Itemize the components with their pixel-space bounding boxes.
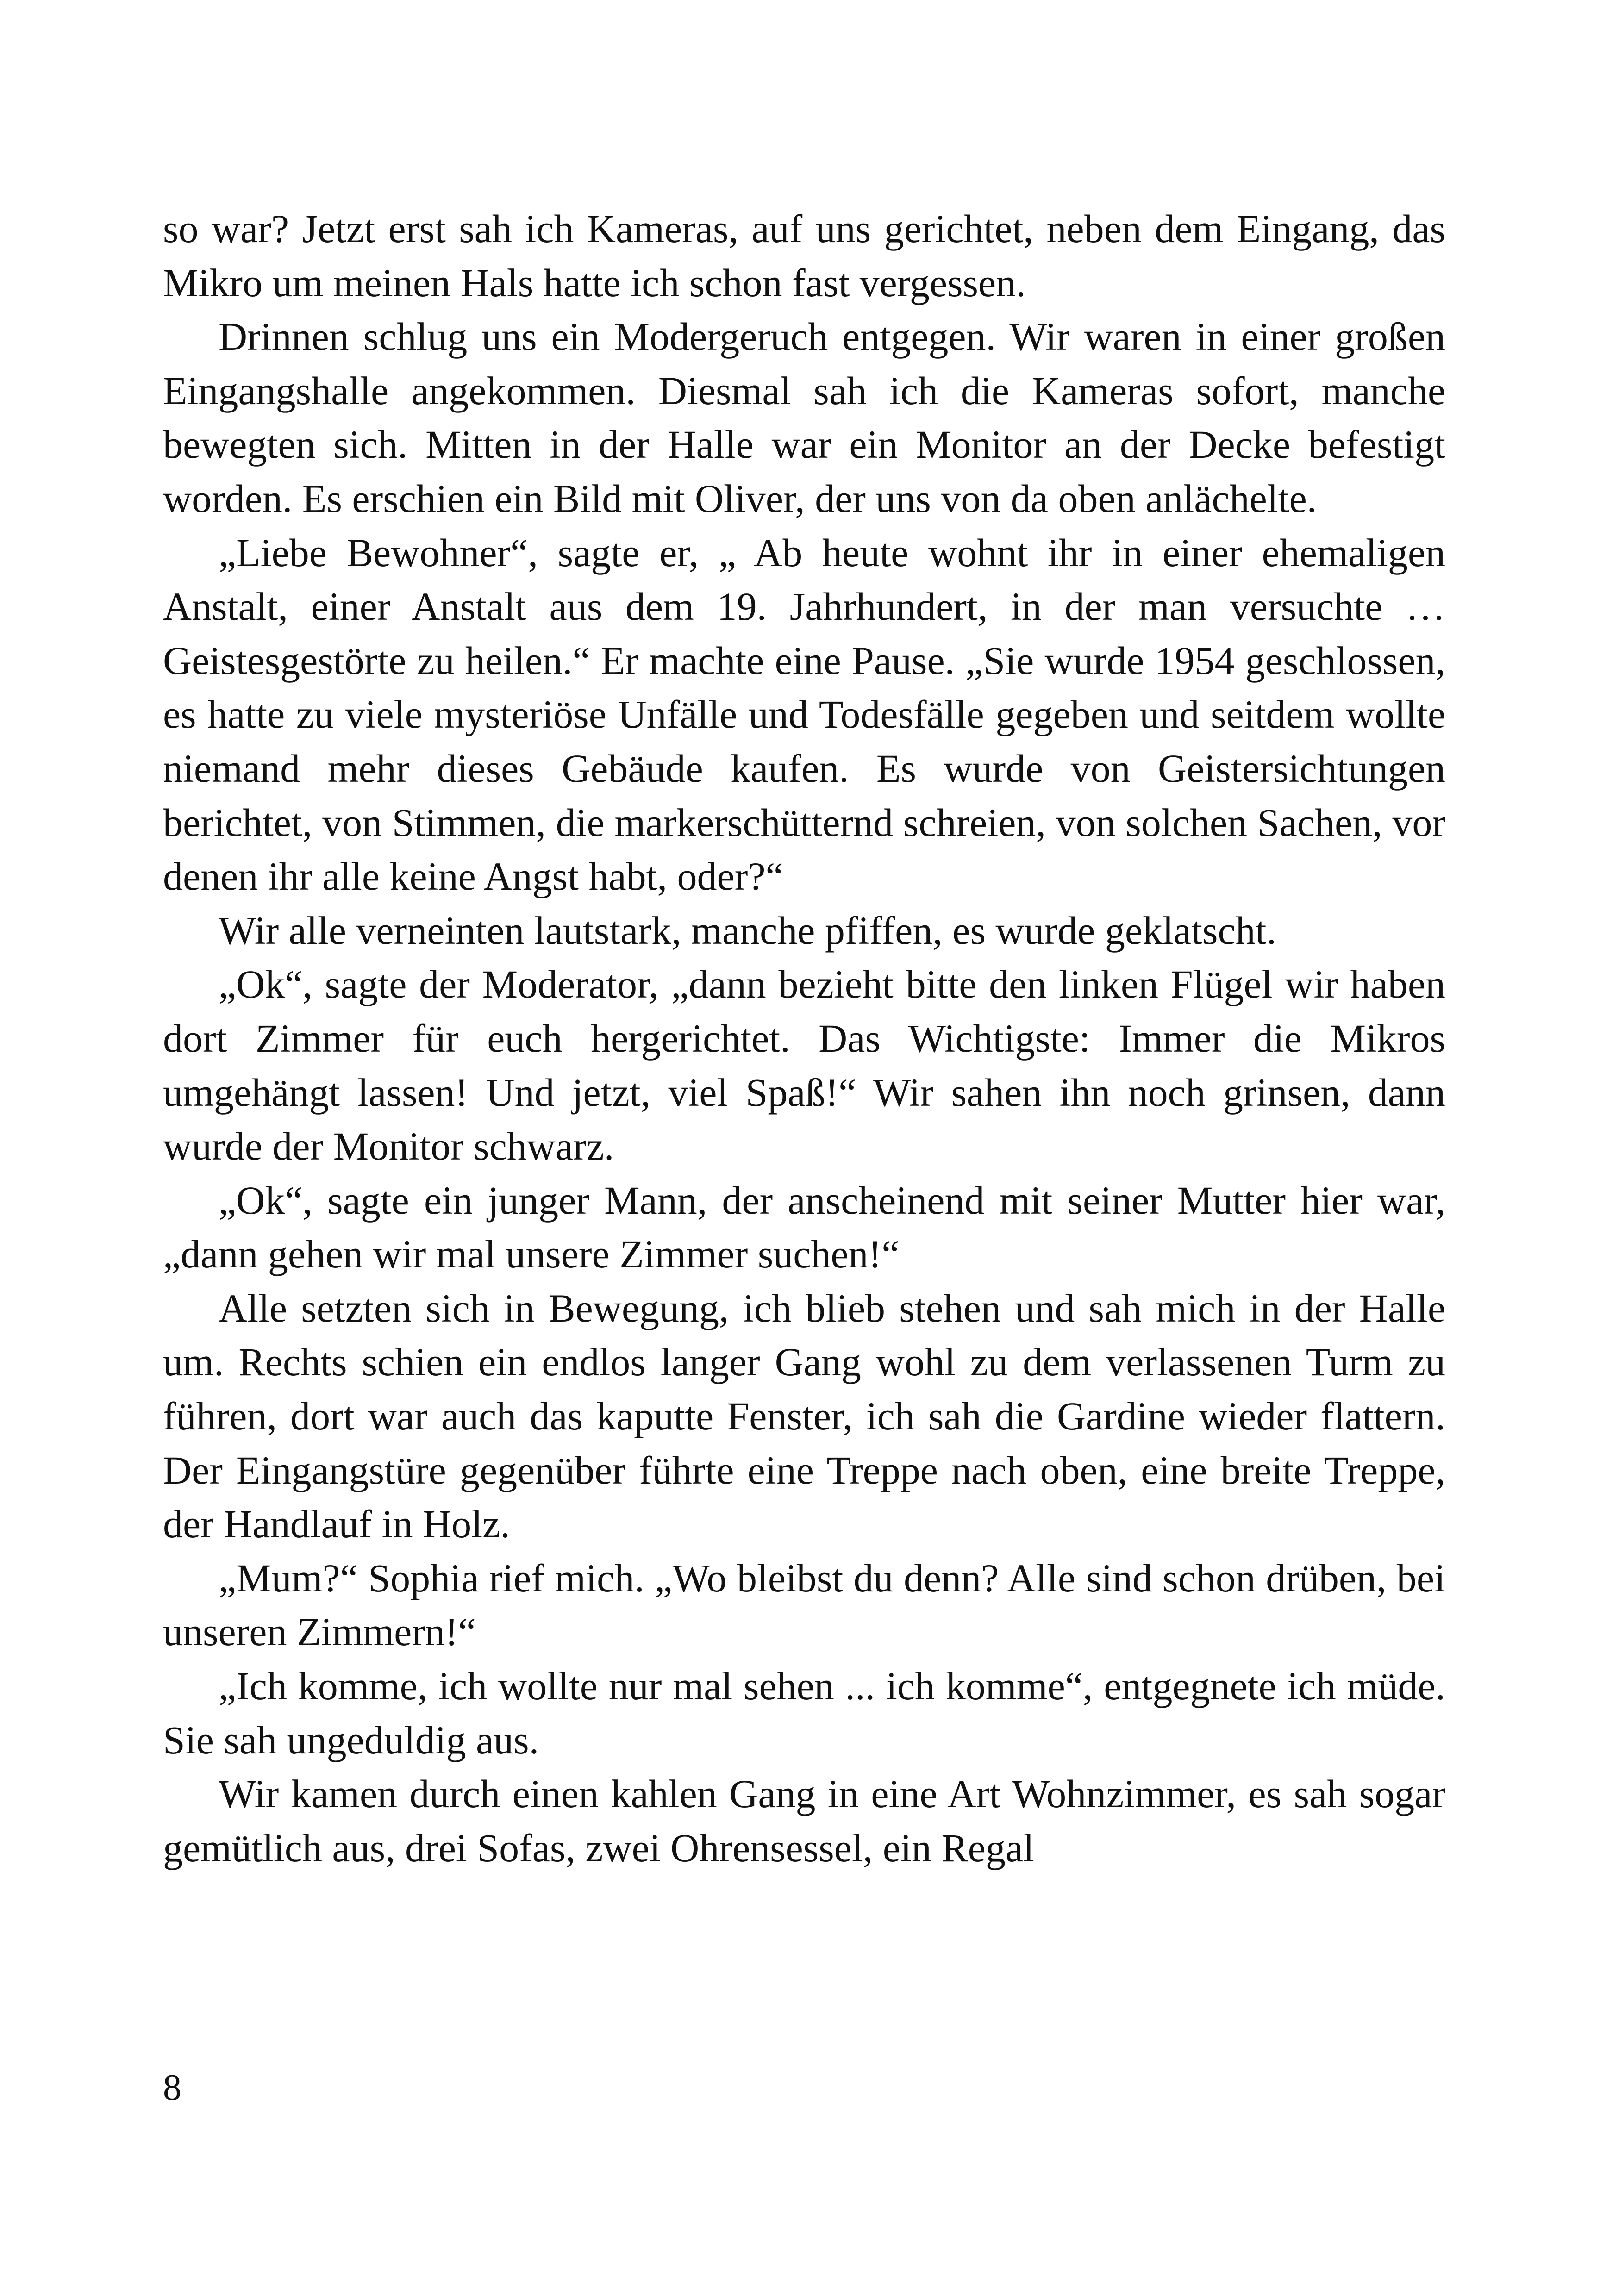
- paragraph: Wir kamen durch einen kahlen Gang in eine Art Wohnzimmer, es sah sogar gemütlich aus, drei Sofas, zwei Ohrensessel, ein Regal: [163, 1772, 1445, 1870]
- paragraph: „Liebe Bewohner“, sagte er, „ Ab heute wohnt ihr in einer ehemaligen Anstalt, einer Anstalt aus dem 19. Jahrhundert, in der man versuchte … Geistesgestörte zu heilen.“ Er machte eine Pause. „Sie wurde 1954 geschlossen, es hatte zu viele mysteriöse Unfälle und Todesfälle gegeben und seitdem wollte niemand mehr dieses Gebäude kaufen. Es wurde von Geistersichtungen berichtet, von Stimmen, die markerschütternd schreien, von solchen Sachen, vor denen ihr alle keine Angst habt, oder?“: [163, 530, 1445, 899]
- paragraph: „Mum?“ Sophia rief mich. „Wo bleibst du denn? Alle sind schon drüben, bei unseren Zimmern!“: [163, 1555, 1445, 1654]
- body-text: [163, 202, 1445, 1875]
- paragraph: Drinnen schlug uns ein Modergeruch entgegen. Wir waren in einer großen Eingangshalle angekommen. Diesmal sah ich die Kameras sofort, manche bewegten sich. Mitten in der Halle war ein Monitor an der Decke befestigt worden. Es erschien ein Bild mit Oliver, der uns von da oben anlächelte.: [163, 314, 1445, 521]
- paragraph: „Ok“, sagte der Moderator, „dann bezieht bitte den linken Flügel wir haben dort Zimmer für euch hergerichtet. Das Wichtigste: Immer die Mikros umgehängt lassen! Und jetzt, viel Spaß!“ Wir sahen ihn noch grinsen, dann wurde der Monitor schwarz.: [163, 962, 1445, 1169]
- paragraph-continued: so war? Jetzt erst sah ich Kameras, auf uns gerichtet, neben dem Eingang, das Mikro um meinen Hals hatte ich schon fast vergessen.: [163, 206, 1445, 305]
- paragraph: „Ok“, sagte ein junger Mann, der anscheinend mit seiner Mutter hier war, „dann gehen wir mal unsere Zimmer suchen!“: [163, 1178, 1445, 1277]
- page-number: 8: [163, 2067, 181, 2108]
- paragraph: Wir alle verneinten lautstark, manche pfiffen, es wurde geklatscht.: [219, 908, 1277, 953]
- paragraph: „Ich komme, ich wollte nur mal sehen ... ich komme“, entgegnete ich müde. Sie sah ungeduldig aus.: [163, 1664, 1445, 1762]
- paragraph: Alle setzten sich in Bewegung, ich blieb stehen und sah mich in der Halle um. Rechts schien ein endlos langer Gang wohl zu dem verlassenen Turm zu führen, dort war auch das kaputte Fenster, ich sah die Gardine wieder flattern. Der Eingangstüre gegenüber führte eine Treppe nach oben, eine breite Treppe, der Handlauf in Holz.: [163, 1285, 1445, 1547]
